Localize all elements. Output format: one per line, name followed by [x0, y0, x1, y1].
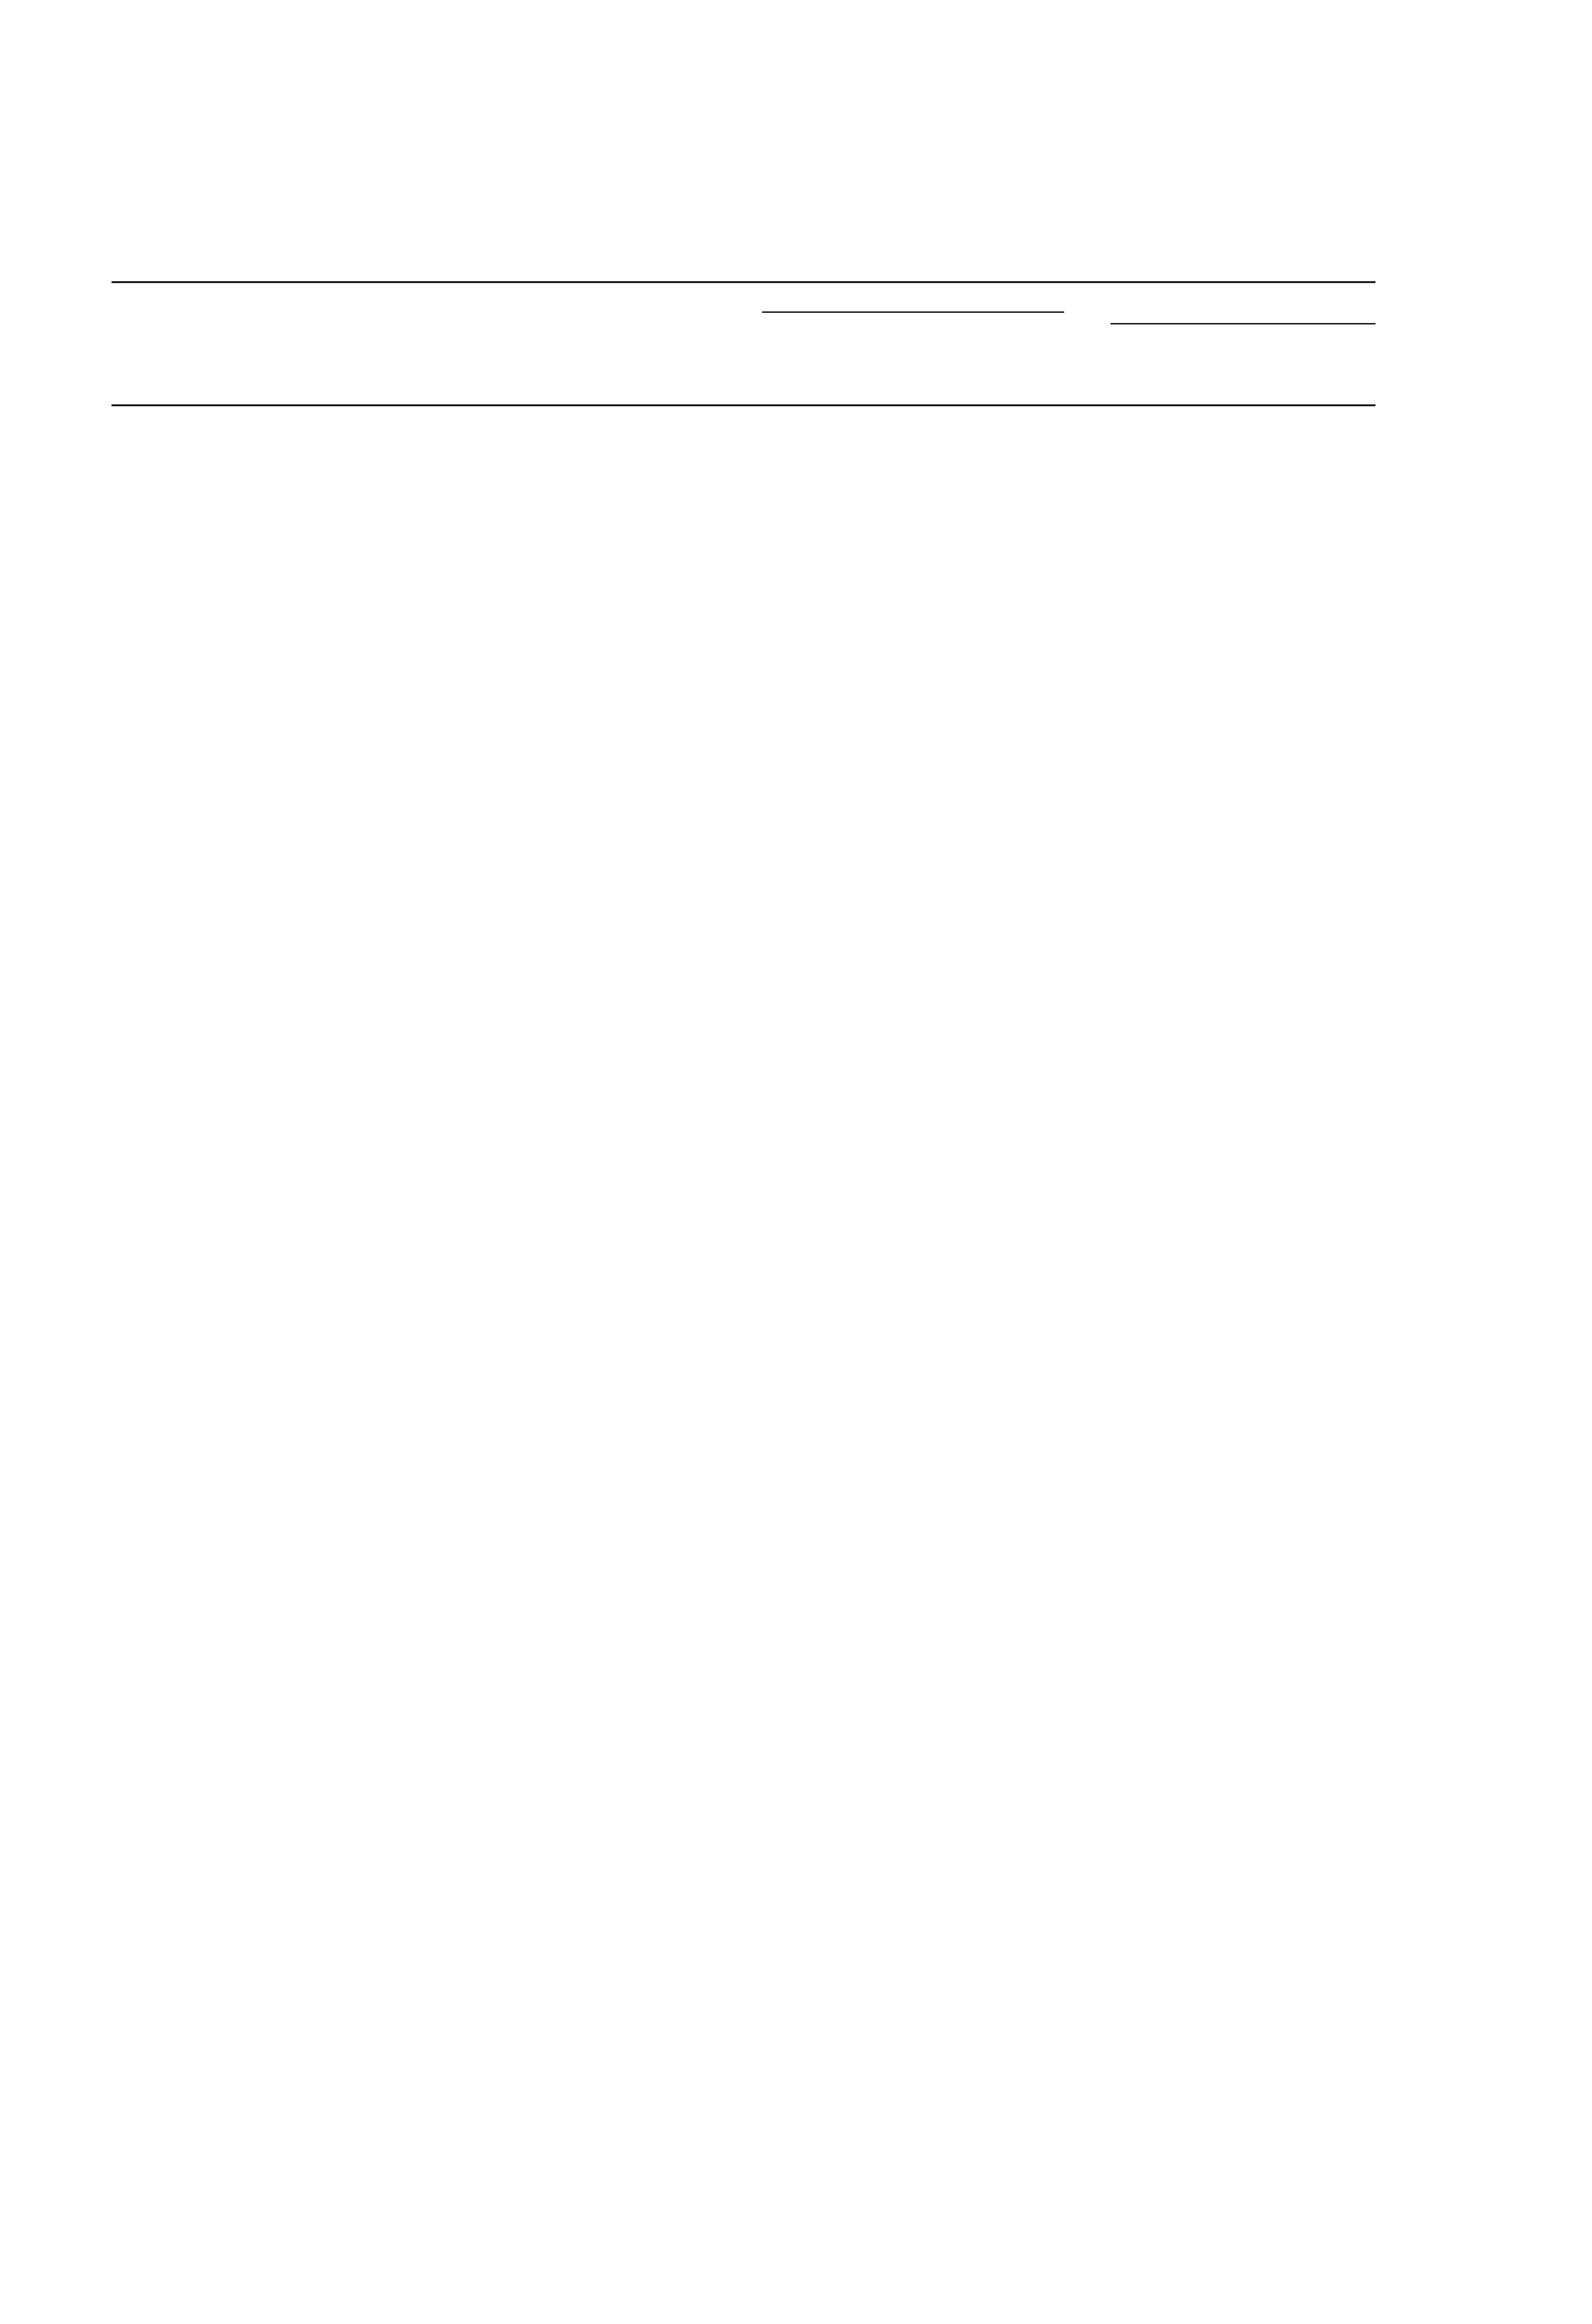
year-1978-rule: [762, 311, 1064, 313]
year-1979-rule: [1111, 323, 1375, 324]
table-top-rule: [112, 281, 1375, 283]
header-bottom-rule: [112, 404, 1375, 406]
